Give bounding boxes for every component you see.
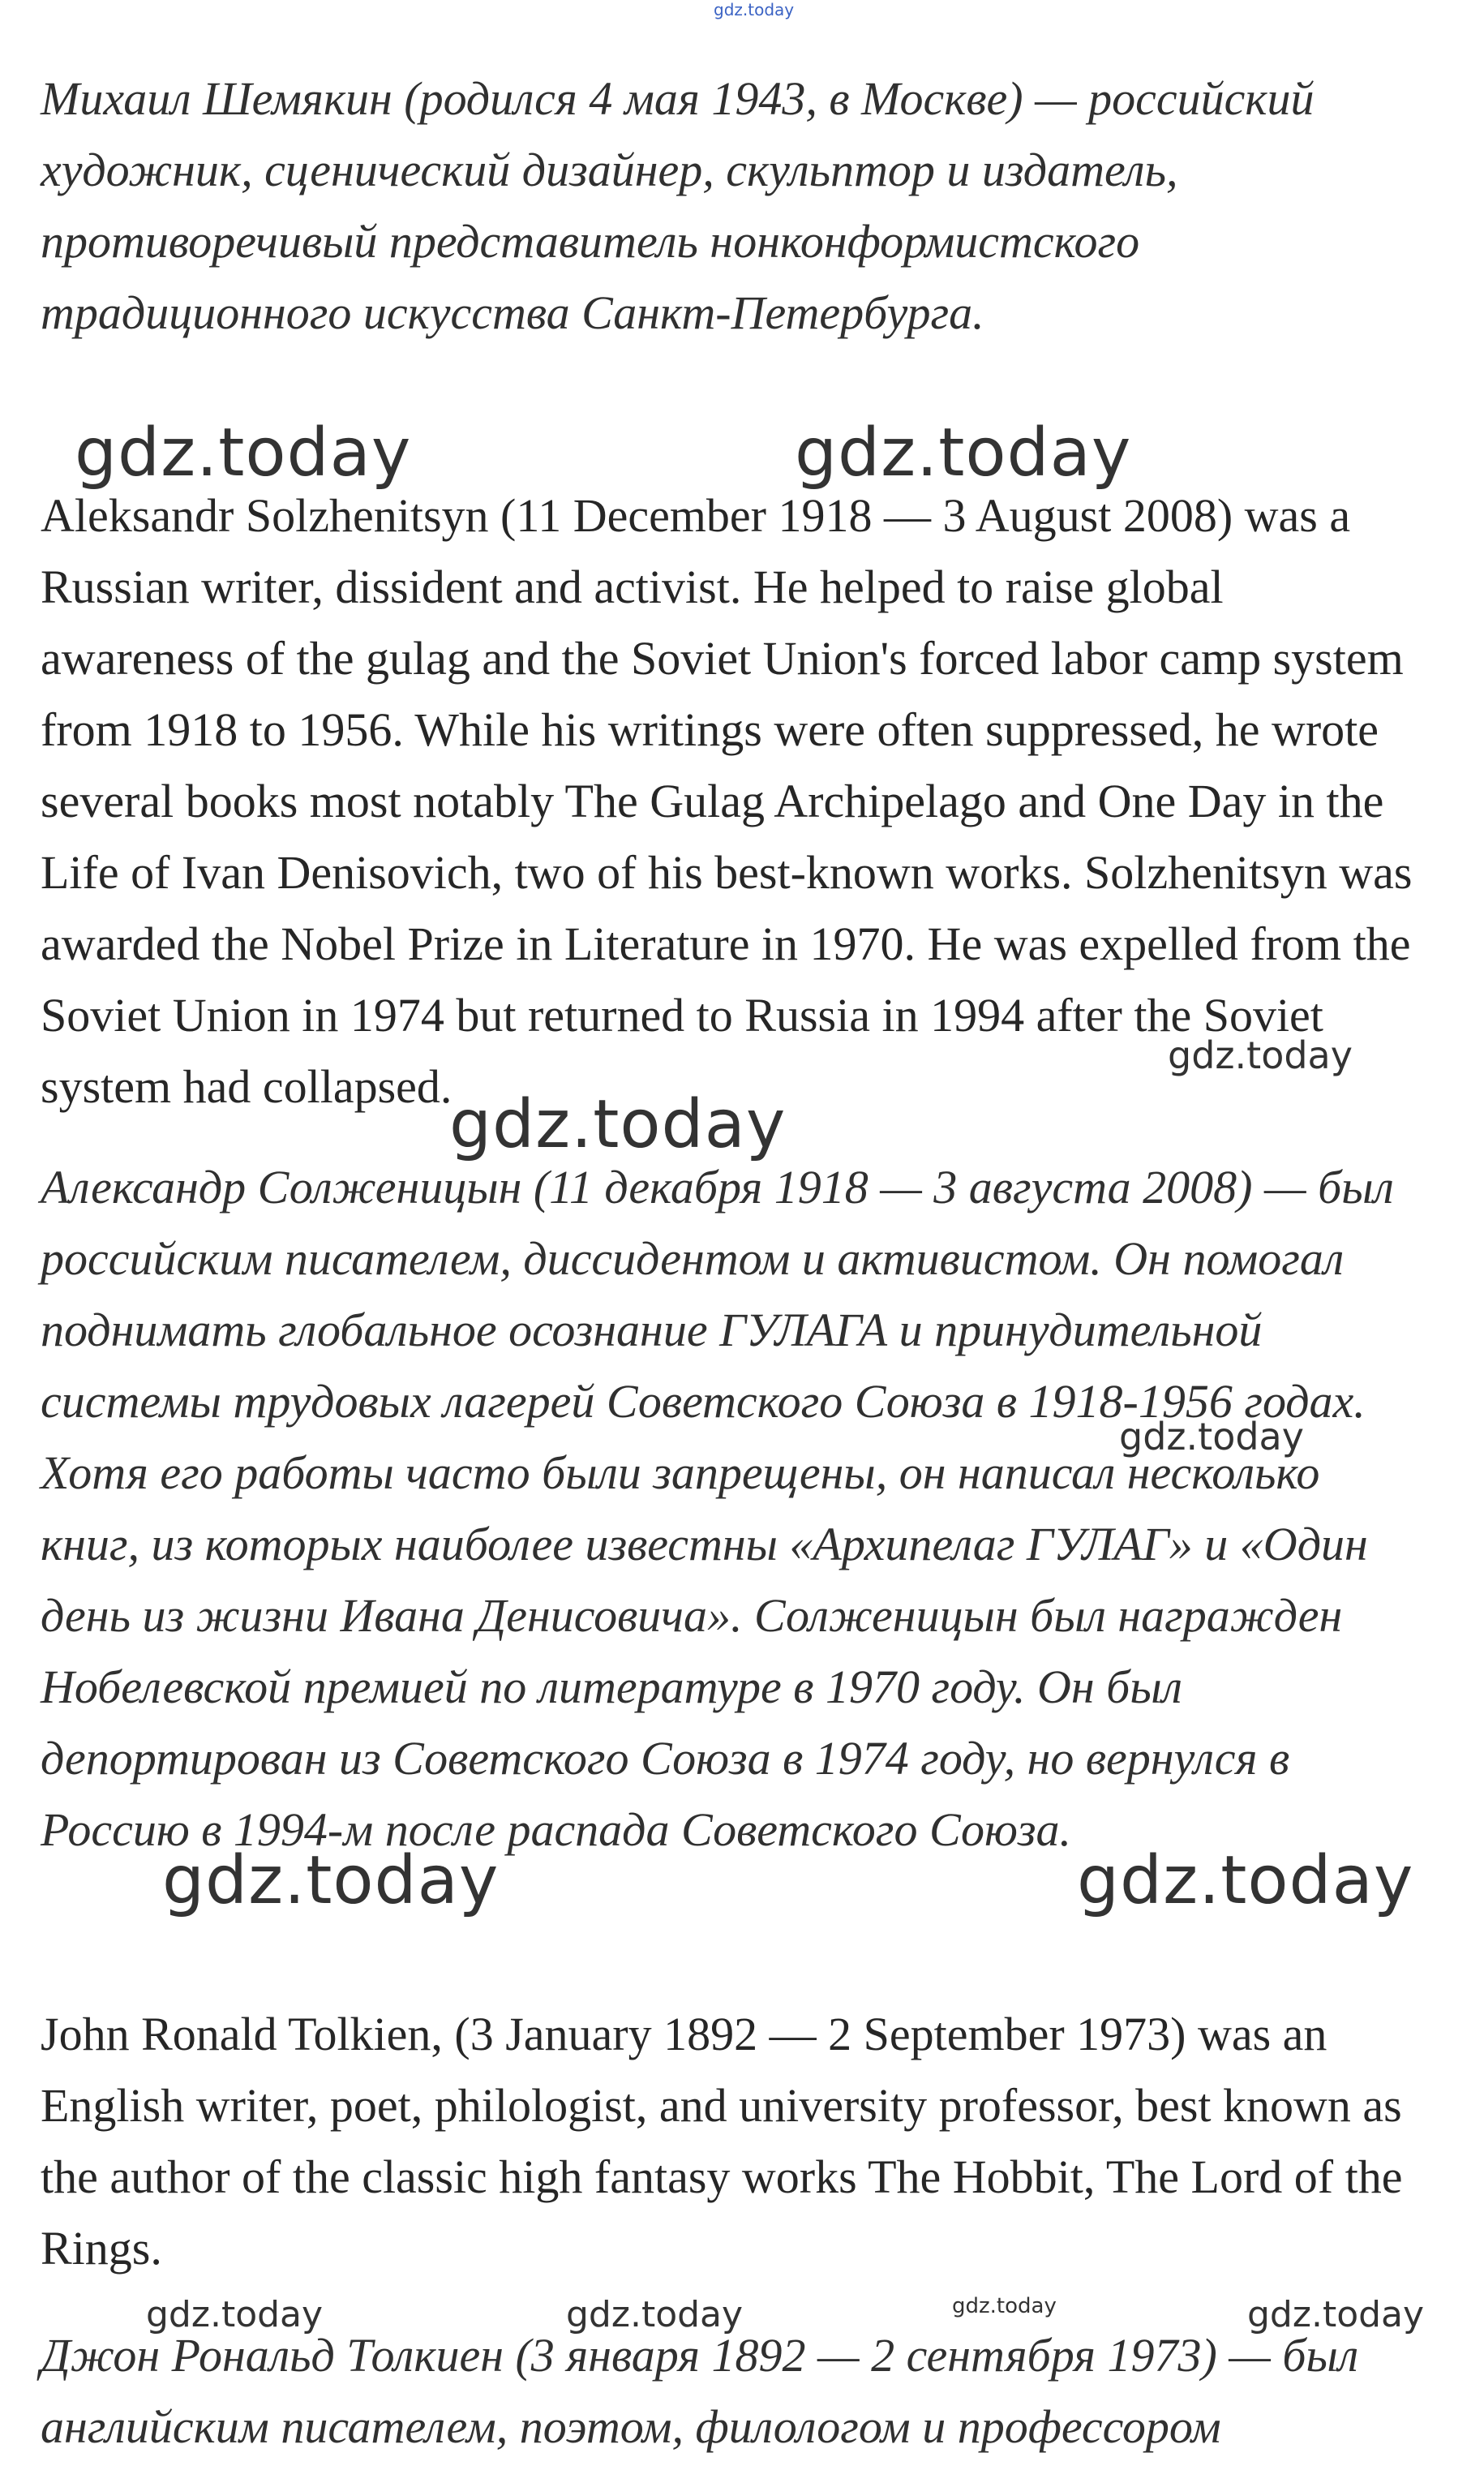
paragraph-tolkien-en <box>41 1999 1452 2284</box>
text-line: день из жизни Ивана Денисовича». Солженицын был награжден <box>41 1589 1343 1642</box>
paragraph-solzhenitsyn-ru <box>41 1152 1452 1866</box>
watermark: gdz.today <box>1247 2294 1425 2335</box>
text-line: Михаил Шемякин (родился 4 мая 1943, в Москве) — российский <box>41 72 1315 125</box>
text-line: Aleksandr Solzhenitsyn (11 December 1918 — 3 August 2008) was a <box>41 489 1351 542</box>
text-line: system had collapsed. <box>41 1060 452 1113</box>
watermark: gdz.today <box>162 1842 500 1919</box>
text-line: книг, из которых наиболее известны «Архипелаг ГУЛАГ» и «Один <box>41 1518 1368 1570</box>
text-line: английским писателем, поэтом, филологом и профессором <box>41 2400 1221 2453</box>
text-line: Россию в 1994-м после распада Советского Союза. <box>41 1803 1072 1856</box>
text-line: awarded the Nobel Prize in Literature in 1970. He was expelled from the <box>41 917 1411 970</box>
watermark: gdz.today <box>146 2294 324 2335</box>
text-line: Александр Солженицын (11 декабря 1918 — 3 августа 2008) — был <box>41 1161 1394 1214</box>
text-line: John Ronald Tolkien, (3 January 1892 — 2 September 1973) was an <box>41 2008 1327 2060</box>
watermark: gdz.today <box>1119 1415 1304 1458</box>
text-line: художник, сценический дизайнер, скульптор и издатель, <box>41 144 1178 196</box>
watermark: gdz.today <box>449 1086 787 1163</box>
text-line: Russian writer, dissident and activist. He helped to raise global <box>41 561 1224 613</box>
text-line: депортирован из Советского Союза в 1974 году, но вернулся в <box>41 1732 1290 1785</box>
paragraph-tolkien-ru <box>41 2320 1452 2463</box>
paragraph-shemyakin-ru <box>41 63 1452 349</box>
text-line: Rings. <box>41 2222 162 2275</box>
watermark: gdz.today <box>1077 1842 1414 1919</box>
text-line: Хотя его работы часто были запрещены, он написал несколько <box>41 1446 1320 1499</box>
text-line: российским писателем, диссидентом и активистом. Он помогал <box>41 1232 1345 1285</box>
text-line: several books most notably The Gulag Archipelago and One Day in the <box>41 775 1384 827</box>
watermark: gdz.today <box>75 415 412 492</box>
text-line: from 1918 to 1956. While his writings were often suppressed, he wrote <box>41 703 1379 756</box>
text-line: the author of the classic high fantasy works The Hobbit, The Lord of the <box>41 2150 1403 2203</box>
watermark-top: gdz.today <box>714 0 795 19</box>
text-line: поднимать глобальное осознание ГУЛАГА и принудительной <box>41 1304 1263 1356</box>
text-line: традиционного искусства Санкт-Петербурга. <box>41 286 984 339</box>
text-line: Нобелевской премией по литературе в 1970 году. Он был <box>41 1660 1182 1713</box>
paragraph-solzhenitsyn-en <box>41 480 1452 1123</box>
text-line: English writer, poet, philologist, and university professor, best known as <box>41 2079 1402 2132</box>
watermark: gdz.today <box>952 2294 1057 2318</box>
text-line: Джон Рональд Толкиен (3 января 1892 — 2 сентября 1973) — был <box>41 2329 1359 2382</box>
text-line: противоречивый представитель нонконформистского <box>41 215 1140 268</box>
watermark: gdz.today <box>1168 1033 1353 1077</box>
text-line: Soviet Union in 1974 but returned to Russia in 1994 after the Soviet <box>41 989 1323 1042</box>
text-line: Life of Ivan Denisovich, two of his best-known works. Solzhenitsyn was <box>41 846 1413 899</box>
watermark: gdz.today <box>795 415 1132 492</box>
text-line: системы трудовых лагерей Советского Союза в 1918-1956 годах. <box>41 1375 1366 1428</box>
text-line: awareness of the gulag and the Soviet Union's forced labor camp system <box>41 632 1404 685</box>
watermark: gdz.today <box>566 2294 744 2335</box>
